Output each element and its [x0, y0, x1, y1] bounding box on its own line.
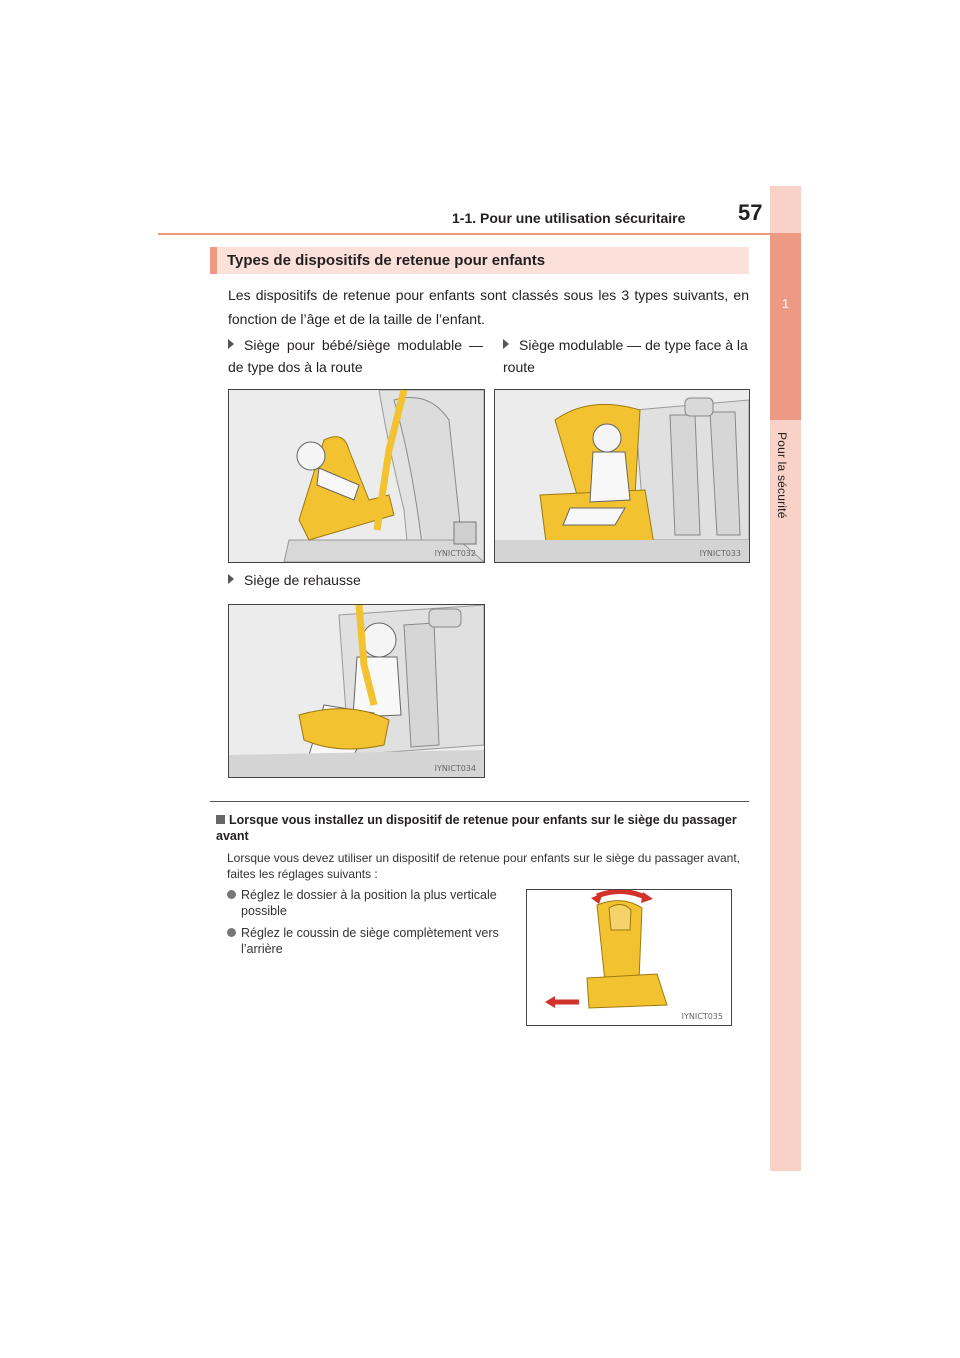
section-intro: Les dispositifs de retenue pour enfants sont classés sous les 3 types suivants, en fonction de l’âge et de la taille de l’enfant. [228, 287, 749, 327]
chapter-side-tab-active [770, 234, 801, 420]
section-heading: Types de dispositifs de retenue pour enfants [210, 247, 749, 274]
circle-bullet-icon [227, 928, 236, 937]
figure-code: IYNICT032 [434, 549, 476, 558]
chapter-number: 1 [781, 296, 790, 311]
figure-code: IYNICT034 [434, 764, 476, 773]
running-header-title: 1-1. Pour une utilisation sécuritaire [452, 210, 686, 226]
note-body: Lorsque vous devez utiliser un dispositif de retenue pour enfants sur le siège du passager avant, faites les réglages suivants : [227, 851, 740, 881]
note-divider [210, 801, 749, 802]
type-caption-booster: Siège de rehausse [228, 569, 483, 591]
figure-passenger-seat-adjustment [526, 889, 732, 1026]
figure-rear-facing-seat [228, 389, 485, 563]
square-bullet-icon [216, 815, 225, 824]
type-caption-forward-facing: Siège modulable — de type face à la route [503, 337, 748, 375]
triangle-bullet-icon [503, 339, 509, 349]
triangle-bullet-icon [228, 574, 234, 584]
figure-code: IYNICT033 [699, 549, 741, 558]
header-rule [158, 233, 801, 235]
figure-code: IYNICT035 [681, 1012, 723, 1021]
note-heading: Lorsque vous installez un dispositif de retenue pour enfants sur le siège du passager avant [216, 813, 737, 843]
page-number: 57 [738, 200, 763, 225]
triangle-bullet-icon [228, 339, 234, 349]
type-caption-rear-facing: Siège pour bébé/siège modulable — de type dos à la route [228, 337, 483, 375]
note-bullet-backrest: Réglez le dossier à la position la plus verticale possible [227, 887, 517, 919]
chapter-label: Pour la sécurité [775, 432, 789, 519]
note-bullet-cushion: Réglez le coussin de siège complètement vers l’arrière [227, 925, 517, 957]
figure-booster-seat [228, 604, 485, 778]
circle-bullet-icon [227, 890, 236, 899]
figure-forward-facing-seat [494, 389, 750, 563]
